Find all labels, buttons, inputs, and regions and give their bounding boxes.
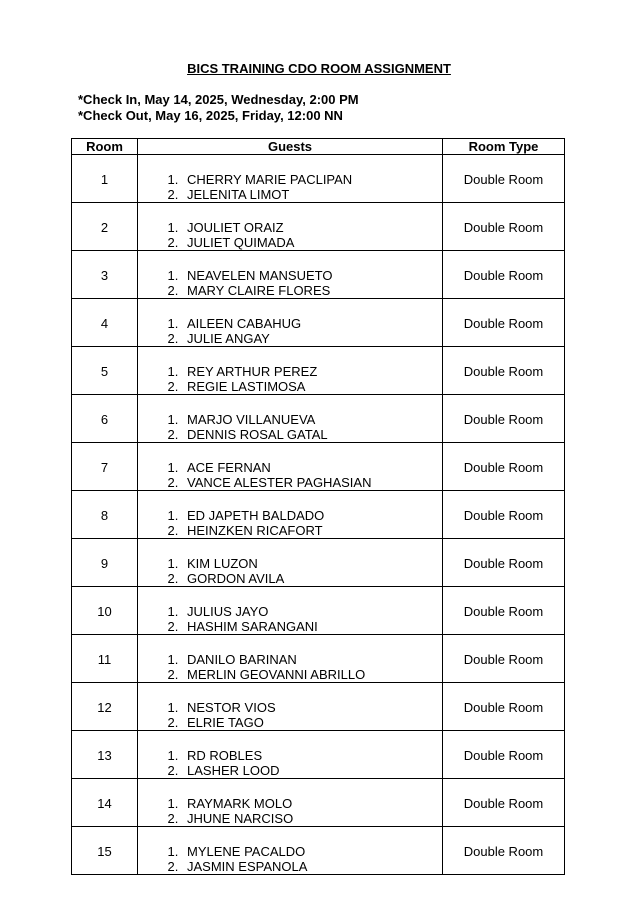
- guest-list: [138, 748, 442, 778]
- check-out-line: *Check Out, May 16, 2025, Friday, 12:00 NN: [78, 108, 343, 123]
- table-row: [72, 587, 565, 635]
- guest-name: 2. JHUNE NARCISO: [182, 811, 442, 826]
- room-number: 12: [72, 683, 138, 731]
- room-number: 5: [72, 347, 138, 395]
- room-type: Double Room: [443, 683, 565, 731]
- header-room-type: Room Type: [443, 139, 565, 155]
- guest-name: 2. GORDON AVILA: [182, 571, 442, 586]
- guest-name: 1. RD ROBLES: [182, 748, 442, 763]
- table-row: [72, 203, 565, 251]
- guest-name: 2. MERLIN GEOVANNI ABRILLO: [182, 667, 442, 682]
- guest-name: 1. ACE FERNAN: [182, 460, 442, 475]
- room-number: 3: [72, 251, 138, 299]
- room-number: 14: [72, 779, 138, 827]
- room-type: Double Room: [443, 347, 565, 395]
- table-row: [72, 395, 565, 443]
- table-row: [72, 539, 565, 587]
- room-type: Double Room: [443, 443, 565, 491]
- table-row: [72, 155, 565, 203]
- guest-list: [138, 220, 442, 250]
- guest-name: 2. HEINZKEN RICAFORT: [182, 523, 442, 538]
- document-title: BICS TRAINING CDO ROOM ASSIGNMENT: [187, 61, 451, 76]
- table-row: [72, 683, 565, 731]
- table-row: [72, 299, 565, 347]
- room-number: 15: [72, 827, 138, 875]
- guest-cell: [138, 731, 443, 779]
- table-row: [72, 443, 565, 491]
- guest-name: 2. REGIE LASTIMOSA: [182, 379, 442, 394]
- guest-name: 1. KIM LUZON: [182, 556, 442, 571]
- table-header-row: [72, 139, 565, 155]
- table-row: [72, 827, 565, 875]
- guest-cell: [138, 587, 443, 635]
- header-guests: Guests: [138, 139, 443, 155]
- room-number: 4: [72, 299, 138, 347]
- guest-name: 1. AILEEN CABAHUG: [182, 316, 442, 331]
- room-type: Double Room: [443, 827, 565, 875]
- guest-name: 2. JASMIN ESPANOLA: [182, 859, 442, 874]
- guest-cell: [138, 635, 443, 683]
- guest-cell: [138, 443, 443, 491]
- room-number: 7: [72, 443, 138, 491]
- guest-list: [138, 316, 442, 346]
- room-number: 9: [72, 539, 138, 587]
- guest-cell: [138, 827, 443, 875]
- room-number: 13: [72, 731, 138, 779]
- room-type: Double Room: [443, 539, 565, 587]
- guest-list: [138, 796, 442, 826]
- room-type: Double Room: [443, 299, 565, 347]
- room-type: Double Room: [443, 779, 565, 827]
- room-type: Double Room: [443, 635, 565, 683]
- table-row: [72, 731, 565, 779]
- header-room: Room: [72, 139, 138, 155]
- guest-list: [138, 652, 442, 682]
- room-assignment-table: [71, 138, 565, 875]
- guest-name: 2. MARY CLAIRE FLORES: [182, 283, 442, 298]
- guest-name: 1. MYLENE PACALDO: [182, 844, 442, 859]
- guest-name: 2. DENNIS ROSAL GATAL: [182, 427, 442, 442]
- guest-list: [138, 172, 442, 202]
- guest-name: 2. ELRIE TAGO: [182, 715, 442, 730]
- table-row: [72, 347, 565, 395]
- table-row: [72, 251, 565, 299]
- guest-name: 2. JULIE ANGAY: [182, 331, 442, 346]
- check-in-line: *Check In, May 14, 2025, Wednesday, 2:00 PM: [78, 92, 359, 107]
- guest-list: [138, 844, 442, 874]
- guest-name: 1. ED JAPETH BALDADO: [182, 508, 442, 523]
- guest-list: [138, 412, 442, 442]
- table-row: [72, 635, 565, 683]
- room-number: 10: [72, 587, 138, 635]
- guest-cell: [138, 155, 443, 203]
- room-type: Double Room: [443, 731, 565, 779]
- guest-list: [138, 268, 442, 298]
- room-number: 1: [72, 155, 138, 203]
- guest-name: 1. CHERRY MARIE PACLIPAN: [182, 172, 442, 187]
- guest-name: 1. JULIUS JAYO: [182, 604, 442, 619]
- guest-cell: [138, 251, 443, 299]
- guest-name: 2. VANCE ALESTER PAGHASIAN: [182, 475, 442, 490]
- room-number: 11: [72, 635, 138, 683]
- guest-cell: [138, 395, 443, 443]
- guest-name: 1. REY ARTHUR PEREZ: [182, 364, 442, 379]
- room-number: 2: [72, 203, 138, 251]
- table-body: [72, 155, 565, 875]
- room-type: Double Room: [443, 587, 565, 635]
- guest-cell: [138, 491, 443, 539]
- guest-name: 1. NEAVELEN MANSUETO: [182, 268, 442, 283]
- guest-name: 2. LASHER LOOD: [182, 763, 442, 778]
- table-row: [72, 491, 565, 539]
- guest-list: [138, 364, 442, 394]
- table-row: [72, 779, 565, 827]
- guest-name: 1. RAYMARK MOLO: [182, 796, 442, 811]
- guest-name: 1. DANILO BARINAN: [182, 652, 442, 667]
- guest-name: 1. JOULIET ORAIZ: [182, 220, 442, 235]
- schedule-block: [78, 92, 359, 124]
- guest-name: 2. HASHIM SARANGANI: [182, 619, 442, 634]
- guest-list: [138, 508, 442, 538]
- room-type: Double Room: [443, 203, 565, 251]
- guest-name: 1. NESTOR VIOS: [182, 700, 442, 715]
- guest-cell: [138, 683, 443, 731]
- guest-cell: [138, 347, 443, 395]
- guest-name: 1. MARJO VILLANUEVA: [182, 412, 442, 427]
- room-type: Double Room: [443, 155, 565, 203]
- guest-cell: [138, 539, 443, 587]
- guest-list: [138, 460, 442, 490]
- room-type: Double Room: [443, 251, 565, 299]
- guest-cell: [138, 299, 443, 347]
- guest-list: [138, 556, 442, 586]
- room-type: Double Room: [443, 491, 565, 539]
- guest-name: 2. JULIET QUIMADA: [182, 235, 442, 250]
- room-number: 6: [72, 395, 138, 443]
- guest-list: [138, 604, 442, 634]
- guest-cell: [138, 203, 443, 251]
- guest-cell: [138, 779, 443, 827]
- room-number: 8: [72, 491, 138, 539]
- room-type: Double Room: [443, 395, 565, 443]
- guest-list: [138, 700, 442, 730]
- guest-name: 2. JELENITA LIMOT: [182, 187, 442, 202]
